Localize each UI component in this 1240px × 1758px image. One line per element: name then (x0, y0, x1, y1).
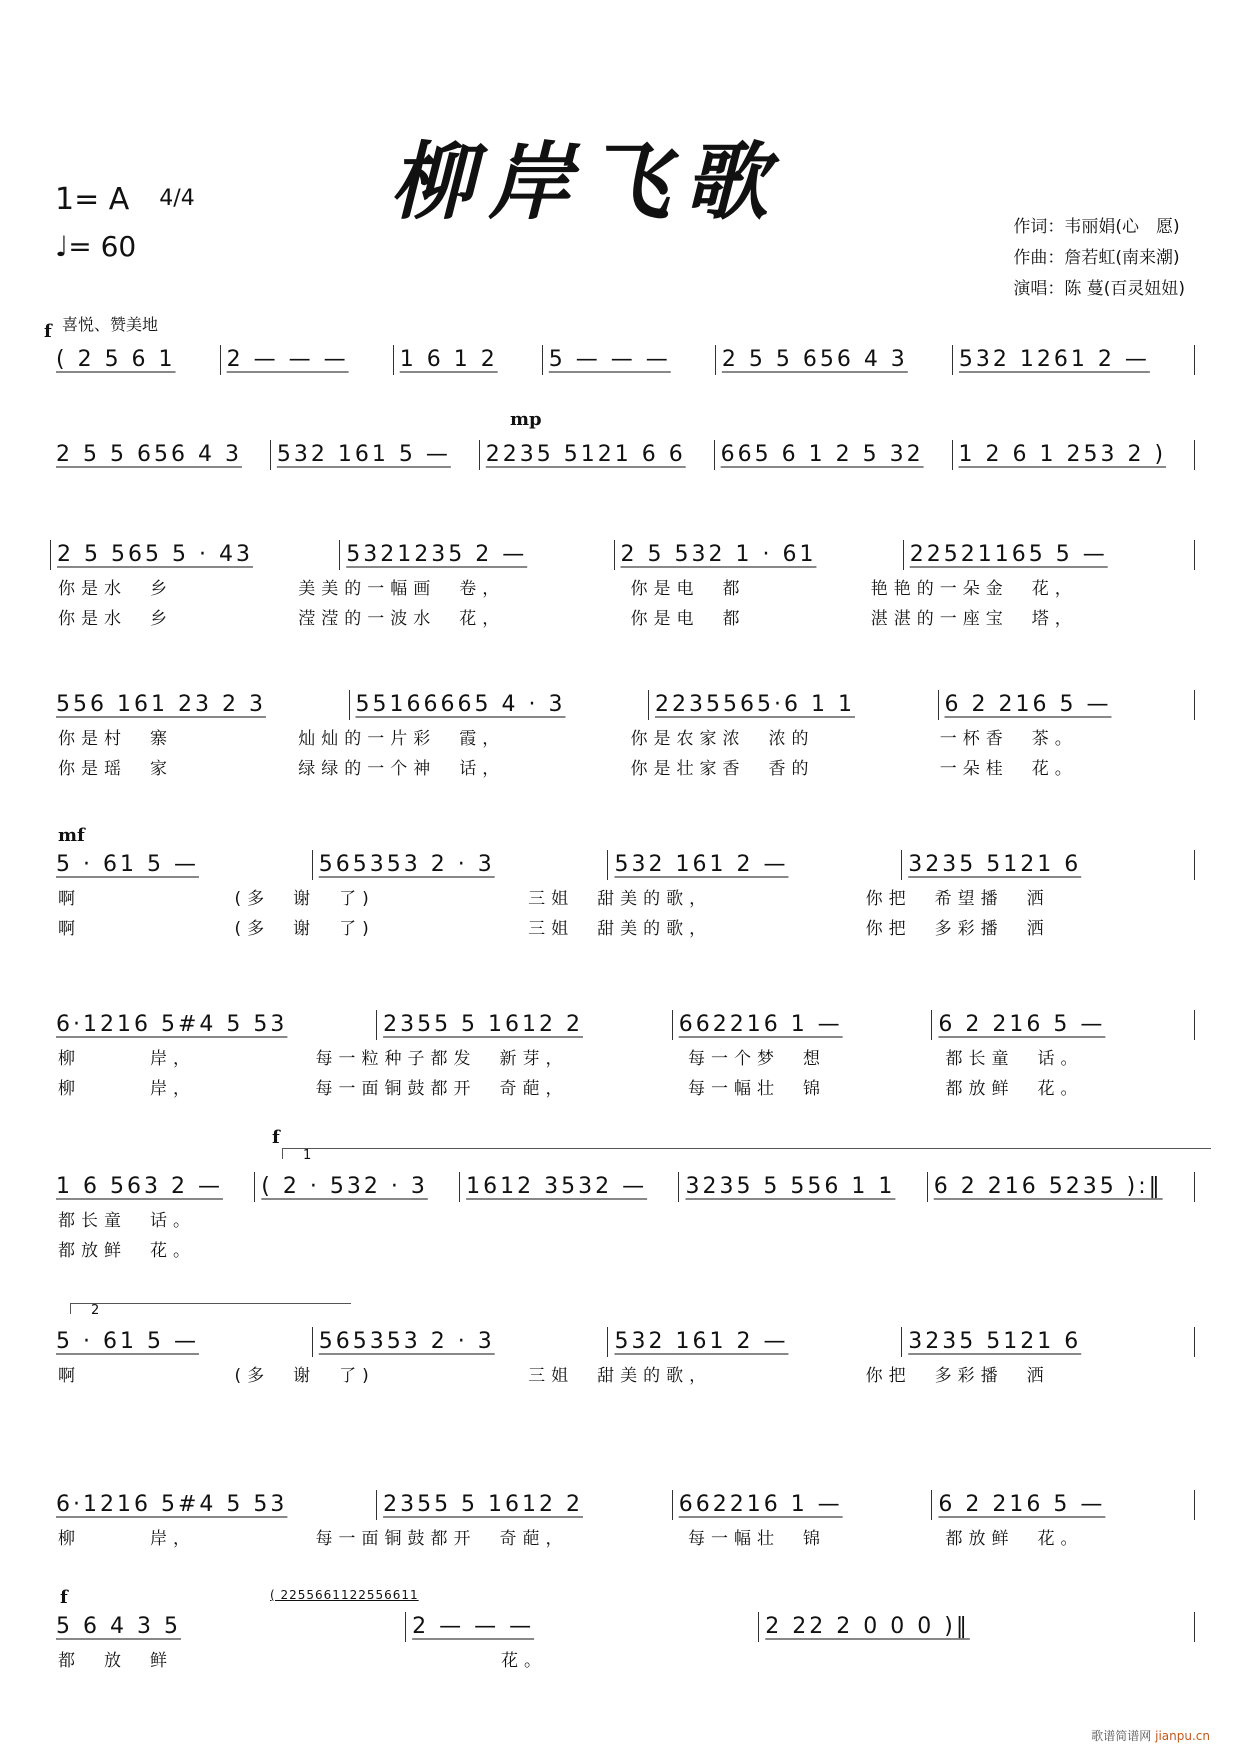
lyric-cell: 你是瑶 家 (58, 759, 173, 779)
lyric-cell: 你把 多彩播 洒 (865, 1366, 1050, 1386)
measure-notes: 6 2 216 5 — (944, 692, 1112, 717)
expression-marking: 喜悦、赞美地 (62, 315, 159, 334)
measure-notes: 556 161 23 2 3 (56, 692, 266, 717)
measure (615, 540, 904, 570)
measure-notes: 2235565·6 1 1 (655, 692, 855, 717)
measure (50, 1327, 313, 1357)
lyric-cell: 灿灿的一片彩 霞， (298, 729, 506, 749)
measure-notes: 22521165 5 — (909, 542, 1108, 567)
measure-notes: 565353 2 · 3 (318, 852, 495, 877)
measure-notes: 1 2 6 1 253 2 ) (958, 442, 1167, 467)
watermark-cn: 歌谱简谱网 (1091, 1729, 1152, 1743)
time-signature: 4/4 (159, 186, 195, 211)
lyric-cell: 每一面铜鼓都开 奇葩， (315, 1079, 569, 1099)
measure (902, 850, 1195, 880)
measure (673, 1010, 933, 1040)
measure-notes: 2 22 2 0 0 0 )‖ (765, 1614, 970, 1639)
measure (460, 1172, 679, 1202)
measure-notes: 3235 5121 6 (908, 1329, 1082, 1354)
lyric-cell: 一朵桂 花。 (939, 759, 1078, 779)
lyric-cell: 柳 岸， (58, 1079, 196, 1099)
measure (480, 440, 715, 470)
lyrics-verse-1 (50, 1365, 1195, 1387)
measure (406, 1612, 759, 1642)
measure-notes: 662216 1 — (678, 1492, 843, 1517)
lyrics-verse-2 (50, 918, 1195, 940)
measure-notes: 2 5 5 656 4 3 (721, 347, 908, 372)
lyric-cell: (多 谢 了) (234, 1366, 375, 1386)
singer: 演唱：陈 蔓(百灵妞妞) (1013, 279, 1185, 299)
lyric-cell: 三姐 甜美的歌， (528, 1366, 713, 1386)
measure (221, 345, 394, 375)
watermark-url: jianpu.cn (1155, 1729, 1210, 1743)
measure (350, 690, 650, 720)
measure (932, 1490, 1195, 1520)
lyrics-verse-1 (50, 728, 1195, 750)
lyric-cell: 你是电 都 (630, 609, 746, 629)
lyric-cell: 三姐 甜美的歌， (528, 919, 713, 939)
measure (543, 345, 716, 375)
measure-notes: 5 — — — (548, 347, 671, 372)
staff-row (50, 1010, 1195, 1040)
lyric-cell: 都 放 鲜 (58, 1651, 173, 1671)
lyric-cell: 都长童 话。 (945, 1049, 1084, 1069)
measure-notes: 565353 2 · 3 (318, 1329, 495, 1354)
lyrics-verse-1 (50, 888, 1195, 910)
measure (673, 1490, 933, 1520)
measure-notes: 6·1216 5#4 5 53 (56, 1492, 288, 1517)
measure-notes: 55166665 4 · 3 (355, 692, 566, 717)
measure-notes: 6 2 216 5 — (938, 1492, 1106, 1517)
measure (902, 1327, 1195, 1357)
lyric-cell: 美美的一幅画 卷， (298, 579, 506, 599)
measure-notes: 6 2 216 5 — (938, 1012, 1106, 1037)
measure-notes: 2355 5 1612 2 (383, 1492, 584, 1517)
measure-notes: ( 2 · 532 · 3 (261, 1174, 428, 1199)
measure (928, 1172, 1195, 1202)
key-label: 1= A (55, 182, 130, 217)
tempo-marking: ♩= 60 (55, 230, 137, 263)
composer: 作曲：詹若虹(南来潮) (1013, 248, 1180, 268)
lyric-cell: 绿绿的一个神 话， (298, 759, 506, 779)
lyric-cell: 你是水 乡 (58, 579, 173, 599)
measure-notes: 3235 5 556 1 1 (685, 1174, 896, 1199)
measure-notes: 1 6 563 2 — (56, 1174, 223, 1199)
lyric-cell: 每一粒种子都发 新芽， (315, 1049, 569, 1069)
staff-row (50, 1490, 1195, 1520)
lyric-cell: 滢滢的一波水 花， (298, 609, 506, 629)
lyrics-verse-2 (50, 608, 1195, 630)
staff-row (50, 1327, 1195, 1357)
lyric-cell: 你是农家浓 浓的 (630, 729, 815, 749)
measure-notes: 2 — — — (226, 347, 349, 372)
measure (50, 1010, 377, 1040)
song-title: 柳岸飞歌 (390, 132, 783, 231)
measure (904, 540, 1195, 570)
lyric-cell: 你是壮家香 香的 (630, 759, 815, 779)
measure (50, 1490, 377, 1520)
measure (377, 1490, 673, 1520)
measure-notes: 5321235 2 — (346, 542, 528, 567)
measure (932, 1010, 1195, 1040)
measure-notes: 5 · 61 5 — (56, 852, 199, 877)
lyric-cell: 每一幅壮 锦 (688, 1079, 826, 1099)
measure-notes: 1 6 1 2 (399, 347, 498, 372)
lyric-cell: 都长童 话。 (58, 1211, 196, 1231)
measure (50, 440, 271, 470)
measure (50, 540, 340, 570)
measure (939, 690, 1196, 720)
staff-row (50, 1612, 1195, 1642)
measure (759, 1612, 1195, 1642)
measure-notes: 2355 5 1612 2 (383, 1012, 584, 1037)
measure (50, 345, 221, 375)
lyric-cell (867, 1650, 1195, 1672)
measure-notes: 3235 5121 6 (908, 852, 1082, 877)
measure (377, 1010, 673, 1040)
dynamic-mp: mp (510, 409, 542, 430)
measure (340, 540, 614, 570)
lyric-cell: (多 谢 了) (234, 889, 375, 909)
lyric-cell (792, 1240, 993, 1262)
lyrics-verse-1 (50, 578, 1195, 600)
staff-row (50, 345, 1195, 375)
lyric-cell: 柳 岸， (58, 1049, 196, 1069)
lyric-cell: 每一幅壮 锦 (688, 1529, 826, 1549)
lyrics-verse-1 (50, 1650, 1195, 1672)
measure (608, 1327, 902, 1357)
lyricist: 作词：韦丽娟(心 愿) (1013, 217, 1180, 237)
lyric-cell: 都放鲜 花。 (945, 1079, 1084, 1099)
volta-number: 1 (303, 1148, 312, 1163)
lyric-cell (389, 1240, 590, 1262)
lyric-cell: 你是水 乡 (58, 609, 173, 629)
lyric-cell: 湛湛的一座宝 塔， (870, 609, 1078, 629)
lyrics-verse-2 (50, 1240, 1195, 1262)
measure-notes: 6 2 216 5235 ):‖ (933, 1174, 1163, 1199)
volta-number: 2 (91, 1303, 100, 1318)
watermark (1091, 1727, 1210, 1744)
measure (50, 690, 350, 720)
lyric-cell (792, 1210, 993, 1232)
lyric-cell: 啊 (58, 919, 81, 939)
measure (313, 1327, 609, 1357)
measure (50, 850, 313, 880)
lyric-cell: 你把 希望播 洒 (865, 889, 1050, 909)
lyrics-verse-1 (50, 1528, 1195, 1550)
lyric-cell: 都放鲜 花。 (945, 1529, 1084, 1549)
lyric-cell (389, 1210, 590, 1232)
dynamic-mf: mf (58, 825, 85, 846)
measure-notes: 662216 1 — (678, 1012, 843, 1037)
measure (50, 1172, 255, 1202)
measure (608, 850, 902, 880)
staff-row (50, 440, 1195, 470)
credits (1013, 212, 1185, 305)
lyric-cell: 艳艳的一朵金 花， (870, 579, 1078, 599)
measure (953, 440, 1195, 470)
measure (649, 690, 939, 720)
measure-notes: ( 2 5 6 1 (56, 347, 176, 372)
measure (715, 440, 953, 470)
lyric-cell: 每一面铜鼓都开 奇葩， (315, 1529, 569, 1549)
lyric-cell: 都放鲜 花。 (58, 1241, 196, 1261)
dynamic-f: f (44, 321, 52, 342)
staff-row (50, 690, 1195, 720)
measure (716, 345, 953, 375)
staff-row (50, 540, 1195, 570)
lyric-cell: 啊 (58, 1366, 81, 1386)
lyric-cell: 你是电 都 (630, 579, 746, 599)
lyric-cell (591, 1240, 792, 1262)
lyric-cell: 每一个梦 想 (688, 1049, 826, 1069)
lyrics-verse-2 (50, 758, 1195, 780)
measure (394, 345, 543, 375)
measure (313, 850, 609, 880)
measure-notes: 5 6 4 3 5 (56, 1614, 181, 1639)
measure (679, 1172, 927, 1202)
measure-notes: 6·1216 5#4 5 53 (56, 1012, 288, 1037)
lyric-cell: 啊 (58, 889, 81, 909)
dynamic-f-final: f (60, 1587, 68, 1608)
lyric-cell (994, 1210, 1195, 1232)
lyric-cell: 三姐 甜美的歌， (528, 889, 713, 909)
key-signature (55, 182, 195, 217)
measure-notes: 2 5 565 5 · 43 (57, 542, 253, 567)
staff-row (50, 1172, 1195, 1202)
measure-notes: 665 6 1 2 5 32 (720, 442, 924, 467)
lyrics-verse-1 (50, 1048, 1195, 1070)
measure-notes: 532 161 5 — (276, 442, 451, 467)
measure-notes: 532 161 2 — (614, 852, 789, 877)
measure-notes: 2 5 532 1 · 61 (620, 542, 817, 567)
lyric-cell: (多 谢 了) (234, 919, 375, 939)
lyrics-verse-1 (50, 1210, 1195, 1232)
measure-notes: 2 — — — (412, 1614, 535, 1639)
measure-notes: 532 161 2 — (614, 1329, 789, 1354)
lyric-cell: 柳 岸， (58, 1529, 196, 1549)
second-ending-bracket (70, 1303, 351, 1318)
grace-notes: ( 2255661122556611 (270, 1588, 419, 1602)
measure-notes: 2235 5121 6 6 (485, 442, 686, 467)
dynamic-f-volta: f (272, 1127, 280, 1148)
measure (50, 1612, 406, 1642)
measure-notes: 2 5 5 656 4 3 (56, 442, 242, 467)
measure-notes: 1612 3532 — (466, 1174, 648, 1199)
measure-notes: 5 · 61 5 — (56, 1329, 199, 1354)
lyric-cell: 一杯香 茶。 (939, 729, 1078, 749)
lyric-cell: 花。 (501, 1651, 547, 1671)
lyrics-verse-2 (50, 1078, 1195, 1100)
measure-notes: 532 1261 2 — (958, 347, 1150, 372)
lyric-cell (591, 1210, 792, 1232)
first-ending-bracket (282, 1148, 1211, 1163)
lyric-cell: 你把 多彩播 洒 (865, 919, 1050, 939)
lyric-cell (994, 1240, 1195, 1262)
lyric-cell: 你是村 寨 (58, 729, 173, 749)
measure (255, 1172, 460, 1202)
measure (271, 440, 480, 470)
staff-row (50, 850, 1195, 880)
measure (953, 345, 1195, 375)
